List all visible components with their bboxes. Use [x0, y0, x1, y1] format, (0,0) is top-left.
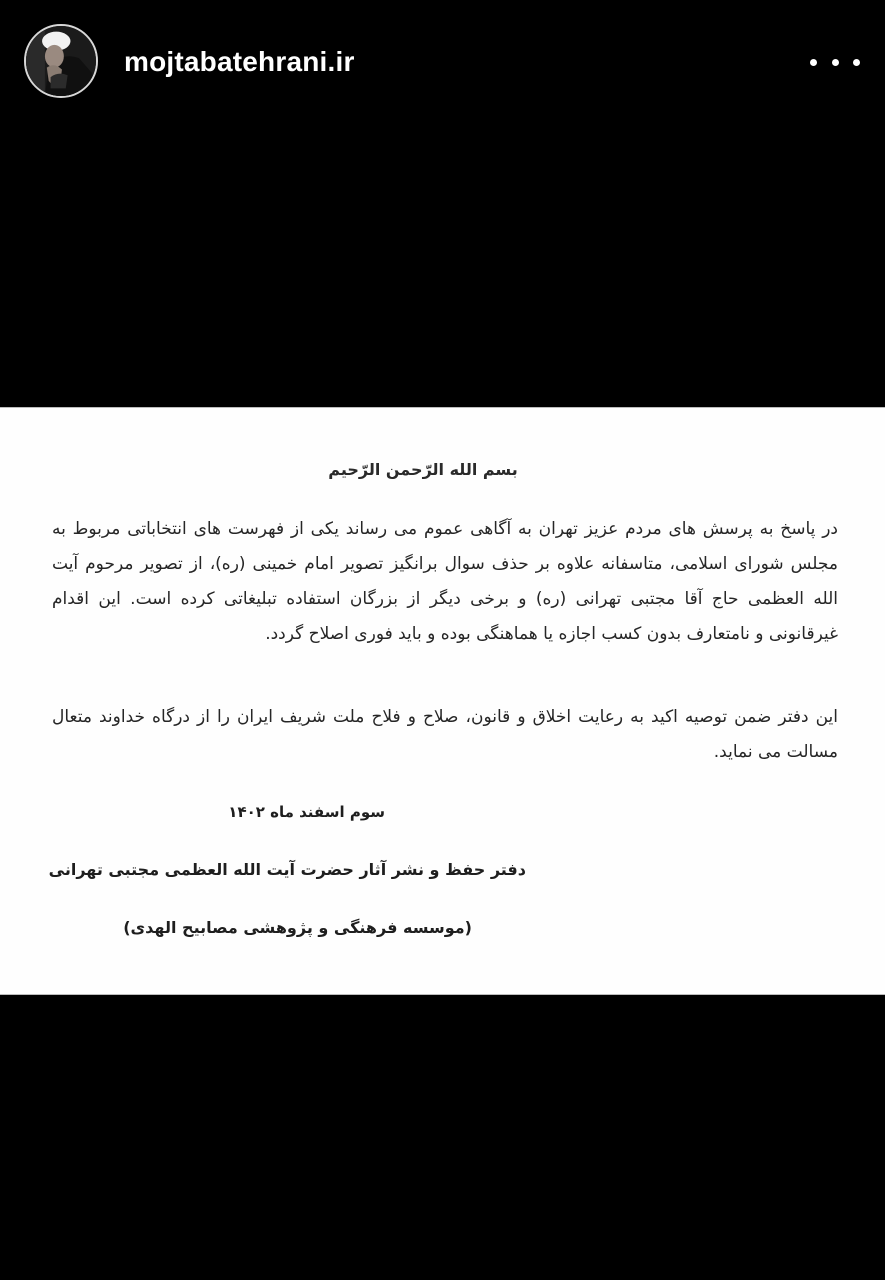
statement-date: سوم اسفند ماه ۱۴۰۲ [228, 803, 385, 821]
statement-paragraph-2: این دفتر ضمن توصیه اکید به رعایت اخلاق و قانون، صلاح و فلاح ملت شریف ایران را از درگاه خداوند متعال مسالت می نماید. [52, 707, 838, 762]
more-options-button[interactable] [810, 50, 860, 74]
post-image[interactable] [0, 407, 885, 995]
more-horizontal-icon [810, 59, 817, 66]
username[interactable]: mojtabatehrani.ir [124, 46, 355, 77]
post-header [0, 0, 885, 125]
profile-photo-icon [26, 26, 96, 96]
statement-paragraph-1: در پاسخ به پرسش های مردم عزیز تهران به آگاهی عموم می رساند یکی از فهرست های انتخاباتی مربوط به مجلس شورای اسلامی، متاسفانه علاوه بر حذف سوال برانگیز تصویر امام خمینی (ره)، از تصویر مرحوم آیت الله العظمی حاج آقا مجتبی تهرانی (ره) و برخی دیگر از بزرگان استفاده تبلیغاتی کرده است. این اقدام غیرقانونی و نامتعارف بدون کسب اجازه یا هماهنگی بوده و باید فوری اصلاح گردد. [52, 519, 838, 644]
more-horizontal-icon [853, 59, 860, 66]
avatar[interactable] [24, 24, 98, 98]
statement-document [48, 408, 838, 994]
statement-signature: دفتر حفظ و نشر آثار حضرت آیت الله العظمی مجتبی تهرانی [48, 860, 526, 879]
bismillah-heading: بسم الله الرّحمن الرّحیم [328, 460, 518, 479]
institute-name: (موسسه فرهنگی و پژوهشی مصابیح الهدی) [123, 918, 472, 937]
more-horizontal-icon [832, 59, 839, 66]
